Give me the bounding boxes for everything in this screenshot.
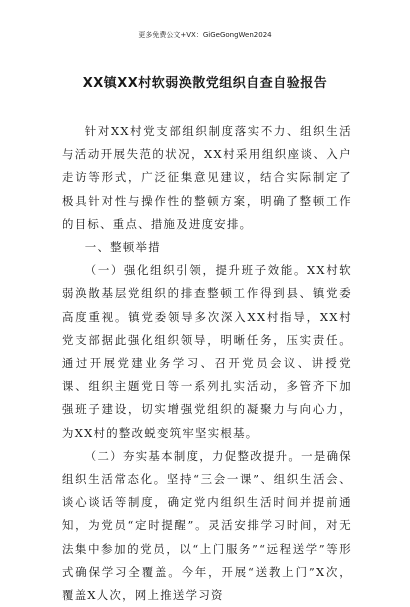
intro-paragraph: 针对XX村党支部组织制度落实不力、组织生活与活动开展失范的状况，XX村采用组织座谈、入户走访等形式，广泛征集意见建议，结合实际制定了极具针对性与操作性的整顿方案，明确了整顿工作的目标、重点、措施及进度安排。 [62, 124, 352, 231]
section-paragraph-2: （二）夯实基本制度，力促整改提升。一是确保组织生活常态化。坚持“三会一课”、组织生活会、谈心谈话等制度，确定党内组织生活时间并提前通知，为党员“定时提醒”。灵活安排学习时间，对无法集中参加的党员，以“上门服务”“远程送学”等形式确保学习全覆盖。今年，开展“送教上门”X次，覆盖X人次，网上推送学习资 [62, 448, 352, 603]
section-heading: 一、整顿举措 [84, 240, 161, 255]
document-body [62, 120, 352, 607]
document-title: XX镇XX村软弱涣散党组织自查自验报告 [82, 76, 328, 91]
section-paragraph-1: （一）强化组织引领，提升班子效能。XX村软弱涣散基层党组织的排查整顿工作得到县、镇党委高度重视。镇党委领导多次深入XX村指导，XX村党支部据此强化组织领导，明晰任务，压实责任。通过开展党建业务学习、召开党员会议、讲授党课、组织主题党日等一系列扎实活动，多管齐下加强班子建设，切实增强党组织的凝聚力与向心力，为XX村的整改蜕变筑牢坚实根基。 [62, 263, 352, 440]
header-note: 更多免费公文+VX：GiGeGongWen2024 [138, 31, 272, 39]
